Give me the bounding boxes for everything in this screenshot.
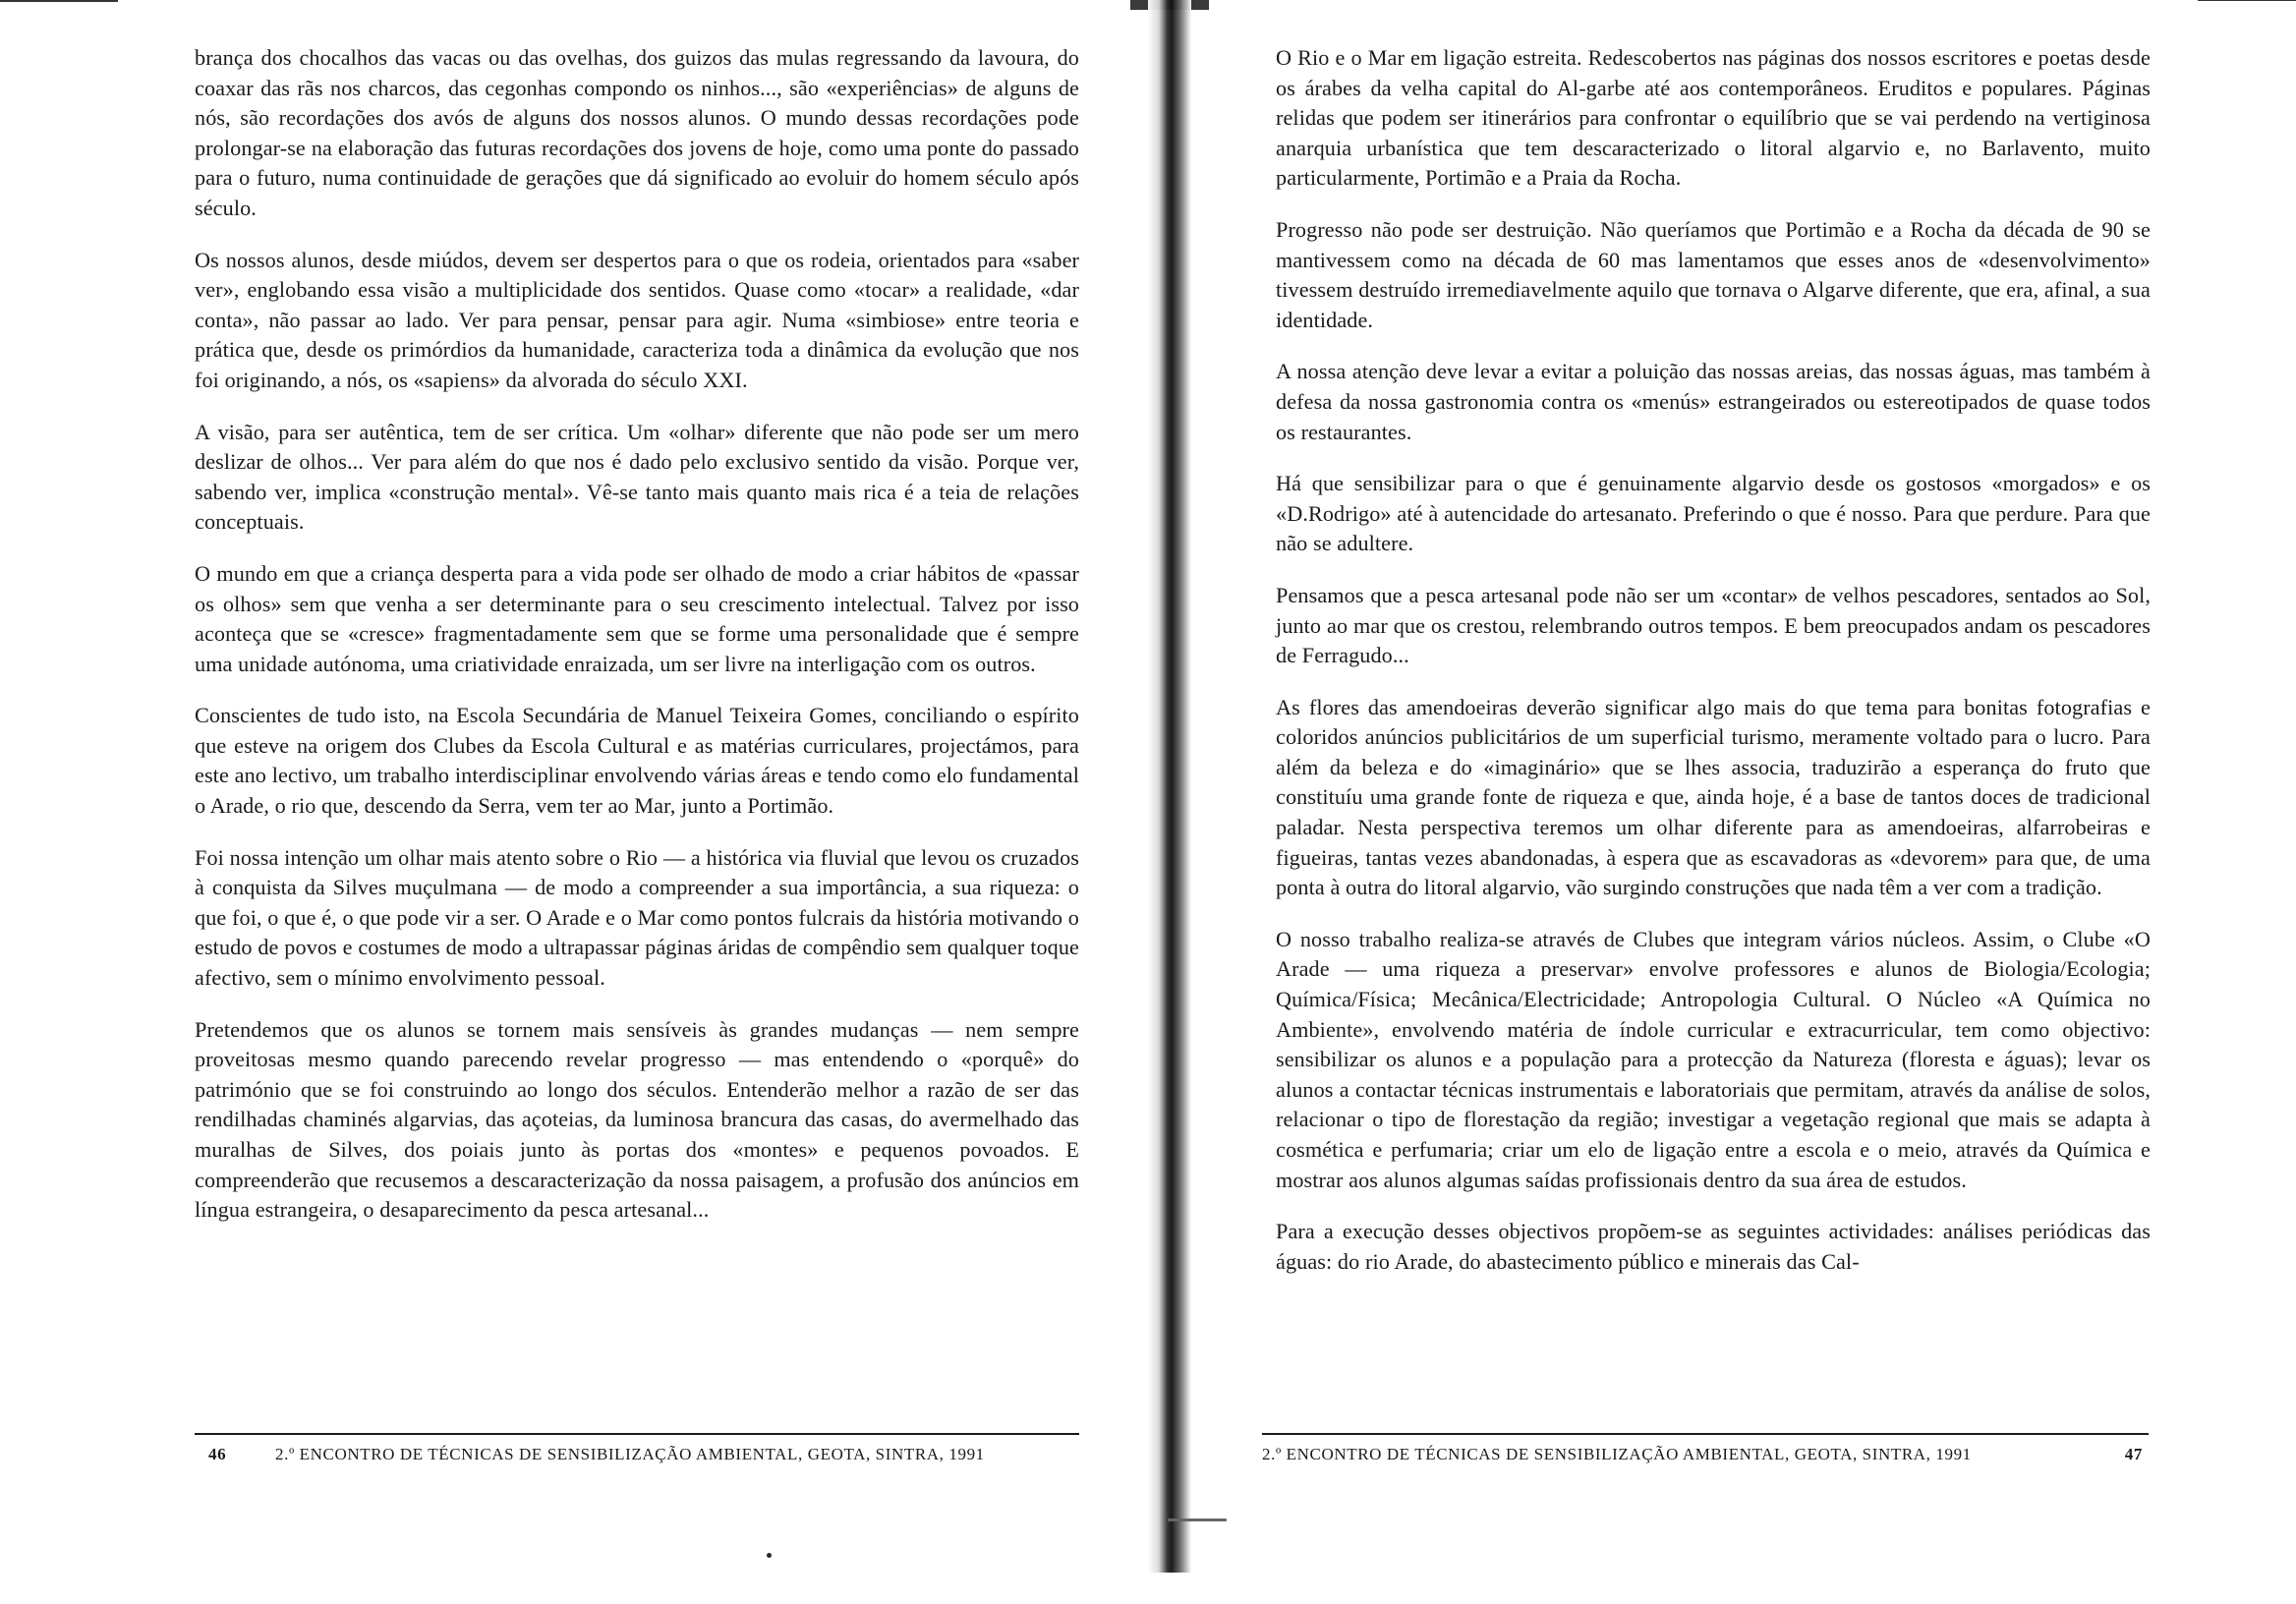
- left-page-footer: [195, 1433, 1079, 1474]
- right-page-body: [1276, 43, 2151, 1298]
- book-gutter: [1148, 0, 1191, 1573]
- right-paragraph-6: As flores das amendoeiras deverão significar algo mais do que tema para bonitas fotografias e coloridos anúncios publicitários de um superficial turismo, meramente voltado para o lucro. Para além da beleza e do «imaginário» que se lhes associa, traduzirão a esperança do fruto que constituíu uma grande fonte de riqueza e que, ainda hoje, é a base de tantos doces de tradicional paladar. Nesta perspectiva teremos um olhar diferente para as amendoeiras, alfarrobeiras e figueiras, tantas vezes abandonadas, à espera que as escavadoras as «devorem» para que, de uma ponta à outra do litoral algarvio, vão surgindo construções que nada têm a ver com a tradição.: [1276, 694, 2151, 900]
- right-paragraph-8: Para a execução desses objectivos propõem-se as seguintes actividades: análises periódicas das águas: do rio Arade, do abastecimento público e minerais das Cal-: [1276, 1219, 2151, 1274]
- left-footer-title: 2.º ENCONTRO DE TÉCNICAS DE SENSIBILIZAÇÃO AMBIENTAL, GEOTA, SINTRA, 1991: [275, 1445, 985, 1463]
- right-paragraph-5: Pensamos que a pesca artesanal pode não ser um «contar» de velhos pescadores, sentados ao Sol, junto ao mar que os crestou, relembrando outros tempos. E bem preocupados andam os pescadores de Ferragudo...: [1276, 582, 2151, 668]
- gutter-shadow-bottom: [1168, 1518, 1227, 1521]
- left-paragraph-4: O mundo em que a criança desperta para a vida pode ser olhado de modo a criar hábitos de «passar os olhos» sem que venha a ser determinante para o seu crescimento intelectual. Talvez por isso aconteça que se «cresce» fragmentadamente sem que se forme uma personalidade que é sempre uma unidade autónoma, uma criatividade enraizada, um ser livre na interligação com os outros.: [195, 560, 1079, 676]
- left-paragraph-7: Pretendemos que os alunos se tornem mais sensíveis às grandes mudanças — nem sempre proveitosas mesmo quando parecendo revelar progresso — mas entendendo o «porquê» do património que se foi construindo ao longo dos séculos. Entenderão melhor a razão de ser das rendilhadas chaminés algarvias, das açoteias, da luminosa brancura das casas, do avermelhado das muralhas de Silves, dos poiais junto às portas dos «montes» e pequenos povoados. E compreenderão que recusemos a descaracterização da nossa paisagem, a profusão dos anúncios em língua estrangeira, o desaparecimento da pesca artesanal...: [195, 1016, 1079, 1223]
- scan-speck: [767, 1553, 772, 1558]
- right-footer-title: 2.º ENCONTRO DE TÉCNICAS DE SENSIBILIZAÇÃO AMBIENTAL, GEOTA, SINTRA, 1991: [1262, 1445, 1972, 1463]
- right-page-footer: [1262, 1433, 2149, 1474]
- left-paragraph-5: Conscientes de tudo isto, na Escola Secundária de Manuel Teixeira Gomes, conciliando o espírito que esteve na origem dos Clubes da Escola Cultural e as matérias curriculares, projectámos, para este ano lectivo, um trabalho interdisciplinar envolvendo várias áreas e tendo como elo fundamental o Arade, o rio que, descendo da Serra, vem ter ao Mar, junto a Portimão.: [195, 703, 1079, 819]
- left-paragraph-1: brança dos chocalhos das vacas ou das ovelhas, dos guizos das mulas regressando da lavoura, do coaxar das rãs nos charcos, das cegonhas compondo os ninhos..., são «experiências» de alguns de nós, são recordações dos avós de alguns dos nossos alunos. O mundo dessas recordações pode prolongar-se na elaboração das futuras recordações dos jovens de hoje, como uma ponte do passado para o futuro, numa continuidade de gerações que dá significado ao evoluir do homem século após século.: [195, 45, 1079, 220]
- top-edge-shadow: [0, 0, 118, 2]
- right-paragraph-1: O Rio e o Mar em ligação estreita. Redescobertos nas páginas dos nossos escritores e poetas desde os árabes da velha capital do Al-garbe até aos contemporâneos. Eruditos e populares. Páginas relidas que podem ser itinerários para confrontar o equilíbrio que se vai perdendo na vertiginosa anarquia urbanística que tem descaracterizado o litoral algarvio e, no Barlavento, muito particularmente, Portimão e a Praia da Rocha.: [1276, 45, 2151, 191]
- left-paragraph-3: A visão, para ser autêntica, tem de ser crítica. Um «olhar» diferente que não pode ser um mero deslizar de olhos... Ver para além do que nos é dado pelo exclusivo sentido da visão. Porque ver, sabendo ver, implica «construção mental». Vê-se tanto mais quanto mais rica é a teia de relações conceptuais.: [195, 419, 1079, 535]
- right-page-number: 47: [2124, 1445, 2143, 1463]
- right-paragraph-4: Há que sensibilizar para o que é genuinamente algarvio desde os gostosos «morgados» e os «D.Rodrigo» até à autencidade do artesanato. Preferindo o que é nosso. Para que perdure. Para que não se adultere.: [1276, 471, 2151, 556]
- left-page-body: [195, 43, 1079, 1247]
- left-paragraph-6: Foi nossa intenção um olhar mais atento sobre o Rio — a histórica via fluvial que levou os cruzados à conquista da Silves muçulmana — de modo a compreender a sua importância, a sua riqueza: o que foi, o que é, o que pode vir a ser. O Arade e o Mar como pontos fulcrais da história motivando o estudo de povos e costumes de modo a ultrapassar páginas áridas de compêndio sem qualquer toque afectivo, sem o mínimo envolvimento pessoal.: [195, 844, 1079, 991]
- top-edge-shadow-right: [2198, 0, 2296, 1]
- right-paragraph-2: Progresso não pode ser destruição. Não queríamos que Portimão e a Rocha da década de 90 se mantivessem como na década de 60 mas lamentamos que esses anos de «desenvolvimento» tivessem destruído irremediavelmente aquilo que tornava o Algarve diferente, que era, afinal, a sua identidade.: [1276, 216, 2151, 332]
- left-page-number: 46: [208, 1445, 227, 1463]
- right-paragraph-3: A nossa atenção deve levar a evitar a poluição das nossas areias, das nossas águas, mas também à defesa da nossa gastronomia contra os «menús» estrangeirados ou estereotipados de quase todos os restaurantes.: [1276, 359, 2151, 444]
- right-paragraph-7: O nosso trabalho realiza-se através de Clubes que integram vários núcleos. Assim, o Clube «O Arade — uma riqueza a preservar» envolve professores e alunos de Biologia/Ecologia; Química/Física; Mecânica/Electricidade; Antropologia Cultural. O Núcleo «A Química no Ambiente», envolvendo matéria de índole curricular e extracurricular, tem como objectivo: sensibilizar os alunos e a população para a protecção da Natureza (floresta e águas); levar os alunos a contactar técnicas instrumentais e laboratoriais que permitam, através da análise de solos, relacionar o tipo de florestação da região; investigar a vegetação regional que mais se adapta à cosmética e perfumaria; criar um elo de ligação entre a escola e o meio, através da Química e mostrar aos alunos algumas saídas profissionais dentro da sua área de estudos.: [1276, 926, 2151, 1192]
- left-paragraph-2: Os nossos alunos, desde miúdos, devem ser despertos para o que os rodeia, orientados para «saber ver», englobando essa visão a multiplicidade dos sentidos. Quase como «tocar» a realidade, «dar conta», não passar ao lado. Ver para pensar, pensar para agir. Numa «simbiose» entre teoria e prática que, desde os primórdios da humanidade, caracteriza toda a dinâmica da evolução que nos foi originando, a nós, os «sapiens» da alvorada do século XXI.: [195, 247, 1079, 392]
